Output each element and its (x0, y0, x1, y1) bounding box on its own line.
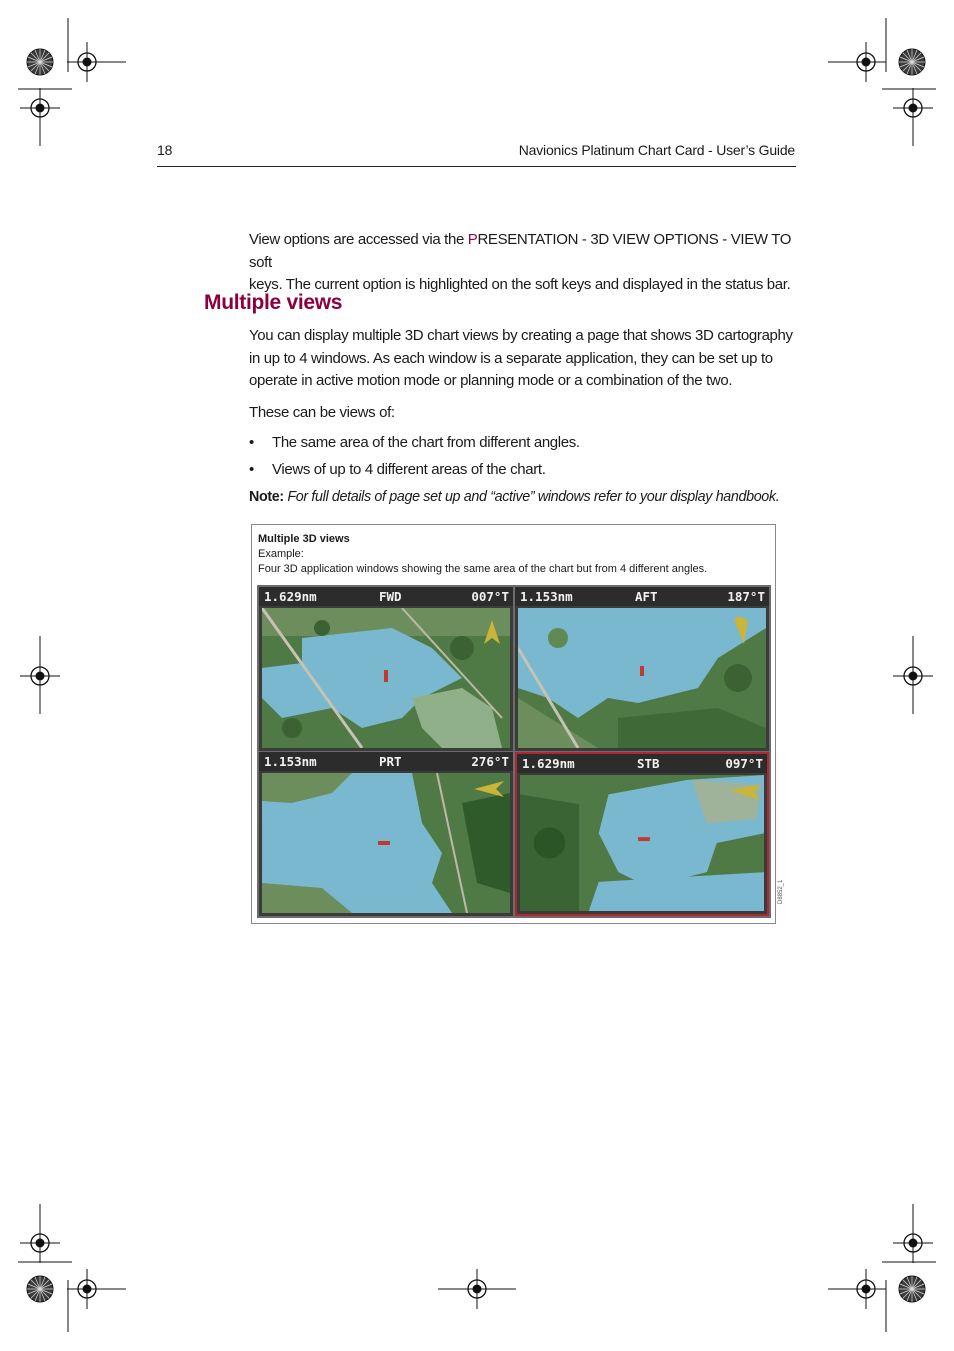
section-line-2: in up to 4 windows. As each window is a separate application, they can be set up to (249, 349, 773, 367)
section-paragraph (249, 325, 809, 393)
heading-readout: 276°T (471, 754, 509, 769)
figure-code: D8852_1 (778, 879, 784, 904)
starburst-target-icon-bl (27, 1276, 53, 1302)
crosshair-icon-tl (67, 18, 126, 82)
range-readout: 1.153nm (264, 754, 317, 769)
running-header-title: Navionics Platinum Chart Card - User’s Guide (518, 142, 795, 158)
starburst-target-icon-tl (27, 49, 53, 75)
range-readout: 1.153nm (520, 589, 573, 604)
accent-letter: P (467, 231, 478, 248)
status-bar (259, 587, 513, 606)
list-item: • The same area of the chart from different angles. (249, 434, 580, 451)
chart-window-fwd[interactable] (259, 587, 513, 751)
crosshair-icon-bc (438, 1269, 516, 1309)
chart-window-prt[interactable] (259, 752, 513, 916)
figure-caption-description: Four 3D application windows showing the same area of the chart but from 4 different angles. (258, 563, 708, 575)
figure-caption-example: Example: (258, 548, 304, 560)
chart-window-stb[interactable] (515, 752, 769, 916)
intro-line-2: keys. The current option is highlighted on the soft keys and displayed in the status bar. (249, 276, 791, 293)
page-number: 18 (157, 142, 173, 158)
crosshair-icon-tr (828, 18, 886, 82)
vessel-icon (378, 841, 390, 845)
starburst-target-icon-br (899, 1276, 925, 1302)
vessel-icon (640, 666, 644, 676)
list-item: • Views of up to 4 different areas of the chart. (249, 461, 546, 478)
crosshair-icon-br2 (882, 1204, 936, 1263)
view-mode: FWD (379, 589, 402, 604)
bullet-icon: • (249, 434, 254, 451)
heading-readout: 097°T (725, 756, 763, 771)
section-heading: Multiple views (204, 291, 343, 314)
crosshair-icon-bl (67, 1269, 126, 1332)
status-bar (515, 587, 769, 606)
crosshair-icon-mr (893, 636, 933, 714)
views-intro: These can be views of: (249, 404, 395, 421)
heading-readout: 187°T (727, 589, 765, 604)
note-label: Note: (249, 489, 284, 505)
intro-paragraph (249, 229, 809, 297)
heading-readout: 007°T (471, 589, 509, 604)
range-readout: 1.629nm (264, 589, 317, 604)
crosshair-icon-ml (20, 636, 60, 714)
note (249, 489, 779, 505)
satellite-map (262, 773, 510, 913)
starburst-target-icon-tr (899, 49, 925, 75)
view-mode: STB (637, 756, 660, 771)
satellite-map (262, 608, 510, 748)
note-text: For full details of page set up and “active” windows refer to your display handbook. (287, 489, 780, 505)
crosshair-icon-tr2 (882, 88, 936, 146)
view-mode: AFT (635, 589, 658, 604)
vessel-icon (384, 670, 388, 682)
vessel-icon (638, 837, 650, 841)
satellite-map (520, 775, 764, 911)
bullet-icon: • (249, 461, 254, 478)
crosshair-icon-br (828, 1269, 886, 1332)
header-rule (157, 166, 796, 167)
intro-line-1: View options are accessed via the PRESENTATION - 3D VIEW OPTIONS - VIEW TO soft (249, 231, 792, 271)
chart-window-aft[interactable] (515, 587, 769, 751)
chart-window-grid (257, 585, 771, 918)
section-line-1: You can display multiple 3D chart views by creating a page that shows 3D cartography (249, 327, 793, 344)
crosshair-icon-tl2 (18, 88, 72, 146)
satellite-map (518, 608, 766, 748)
status-bar (259, 752, 513, 771)
status-bar (517, 754, 767, 773)
range-readout: 1.629nm (522, 756, 575, 771)
crosshair-icon-bl2 (18, 1204, 72, 1263)
section-line-3: operate in active motion mode or planning mode or a combination of the two. (249, 372, 733, 389)
view-mode: PRT (379, 754, 402, 769)
figure-caption-title: Multiple 3D views (258, 533, 350, 545)
